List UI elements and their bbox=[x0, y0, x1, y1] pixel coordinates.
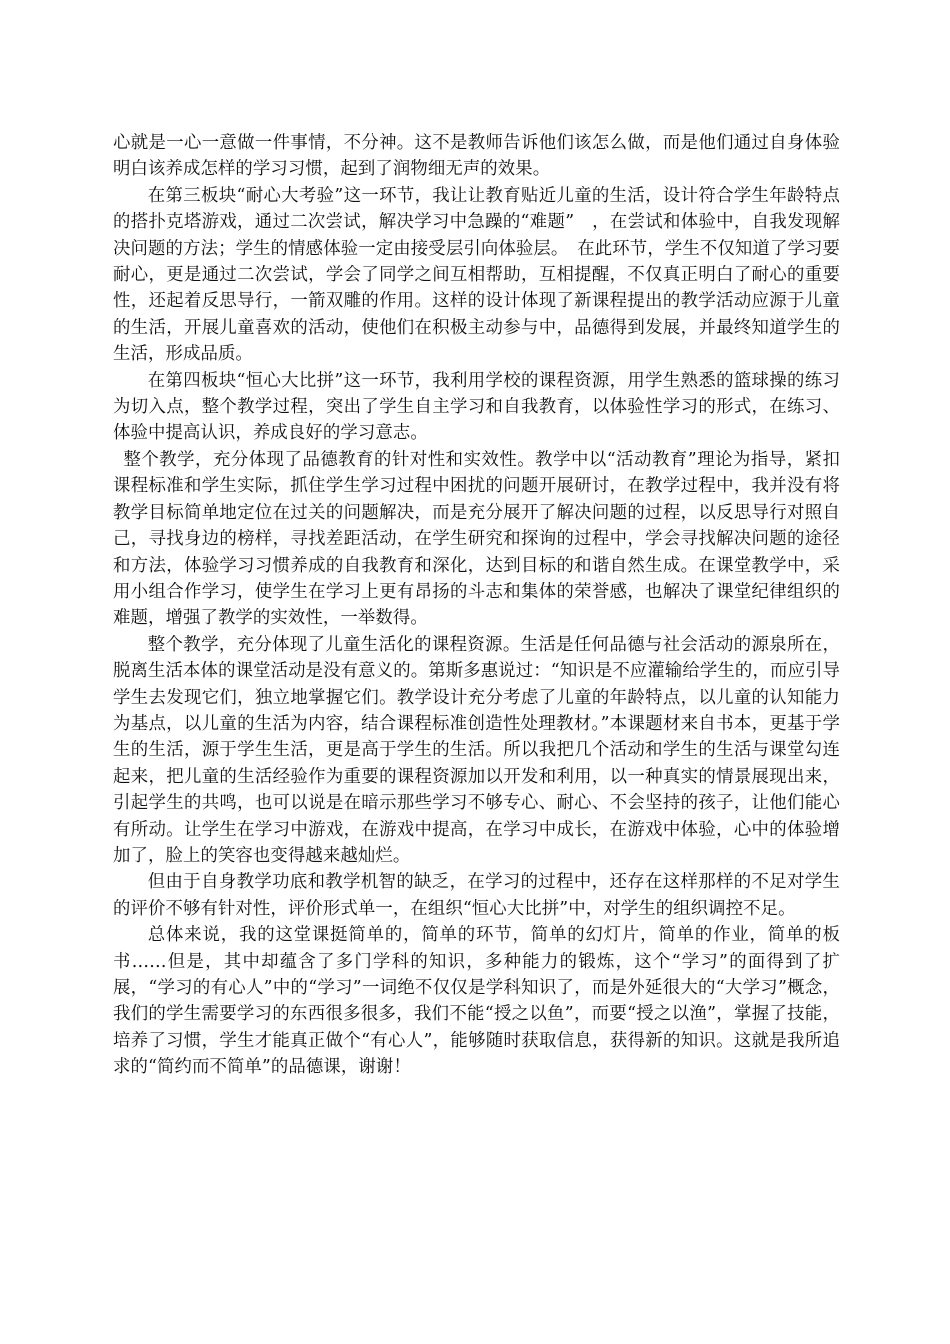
paragraph-4: 整个教学，充分体现了品德教育的针对性和实效性。教学中以“活动教育”理论为指导，紧扣课程标准和学生实际，抓住学生学习过程中困扰的问题开展研讨，在教学过程中，我并没有将教学目标简单地定位在过关的问题解决，而是充分展开了解决问题的过程，以反思导行对照自己，寻找身边的榜样，寻找差距活动，在学生研究和探询的过程中，学会寻找解决问题的途径和方法，体验学习习惯养成的自我教育和深化，达到目标的和谐自然生成。在课堂教学中，采用小组合作学习，使学生在学习上更有昂扬的斗志和集体的荣誉感，也解决了课堂纪律组织的难题，增强了教学的实效性，一举数得。 bbox=[113, 449, 840, 629]
paragraph-7: 总体来说，我的这堂课挺简单的，简单的环节，简单的幻灯片，简单的作业，简单的板书……但是，其中却蕴含了多门学科的知识，多种能力的锻炼，这个“学习”的面得到了扩展，“学习的有心人”中的“学习”一词绝不仅仅是学科知识了，而是外延很大的“大学习”概念，我们的学生需要学习的东西很多很多，我们不能“授之以鱼”，而要“授之以渔”，掌握了技能，培养了习惯，学生才能真正做个“有心人”，能够随时获取信息，获得新的知识。这就是我所追求的“简约而不简单”的品德课，谢谢！ bbox=[113, 925, 840, 1078]
paragraph-5: 整个教学，充分体现了儿童生活化的课程资源。生活是任何品德与社会活动的源泉所在，脱离生活本体的课堂活动是没有意义的。第斯多惠说过：“知识是不应灌输给学生的，而应引导学生去发现它们，独立地掌握它们。教学设计充分考虑了儿童的年龄特点，以儿童的认知能力为基点，以儿童的生活为内容，结合课程标准创造性处理教材。”本课题材来自书本，更基于学生的生活，源于学生生活，更是高于学生的生活。所以我把几个活动和学生的生活与课堂勾连起来，把儿童的生活经验作为重要的课程资源加以开发和利用，以一种真实的情景展现出来，引起学生的共鸣，也可以说是在暗示那些学习不够专心、耐心、不会坚持的孩子，让他们能心有所动。让学生在学习中游戏，在游戏中提高，在学习中成长，在游戏中体验，心中的体验增加了，脸上的笑容也变得越来越灿烂。 bbox=[113, 634, 840, 866]
paragraph-2: 在第三板块“耐心大考验”这一环节，我让让教育贴近儿童的生活，设计符合学生年龄特点的搭扑克塔游戏，通过二次尝试，解决学习中急躁的“难题” ，在尝试和体验中，自我发现解决问题的方法；学生的情感体验一定由接受层引向体验层。 在此环节，学生不仅知道了学习要耐心，更是通过二次尝试，学会了同学之间互相帮助，互相提醒，不仅真正明白了耐心的重要性，还起着反思导行，一箭双雕的作用。这样的设计体现了新课程提出的教学活动应源于儿童的生活，开展儿童喜欢的活动，使他们在积极主动参与中，品德得到发展，并最终知道学生的生活，形成品质。 bbox=[113, 185, 840, 365]
paragraph-6: 但由于自身教学功底和教学机智的缺乏，在学习的过程中，还存在这样那样的不足对学生的评价不够有针对性，评价形式单一，在组织“恒心大比拼”中，对学生的组织调控不足。 bbox=[113, 872, 840, 919]
paragraph-1: 心就是一心一意做一件事情，不分神。这不是教师告诉他们该怎么做，而是他们通过自身体验明白该养成怎样的学习习惯，起到了润物细无声的效果。 bbox=[113, 133, 840, 180]
document-body bbox=[113, 130, 840, 1081]
paragraph-3: 在第四板块“恒心大比拼”这一环节，我利用学校的课程资源，用学生熟悉的篮球操的练习为切入点，整个教学过程，突出了学生自主学习和自我教育，以体验性学习的形式，在练习、体验中提高认识，养成良好的学习意志。 bbox=[113, 370, 840, 444]
